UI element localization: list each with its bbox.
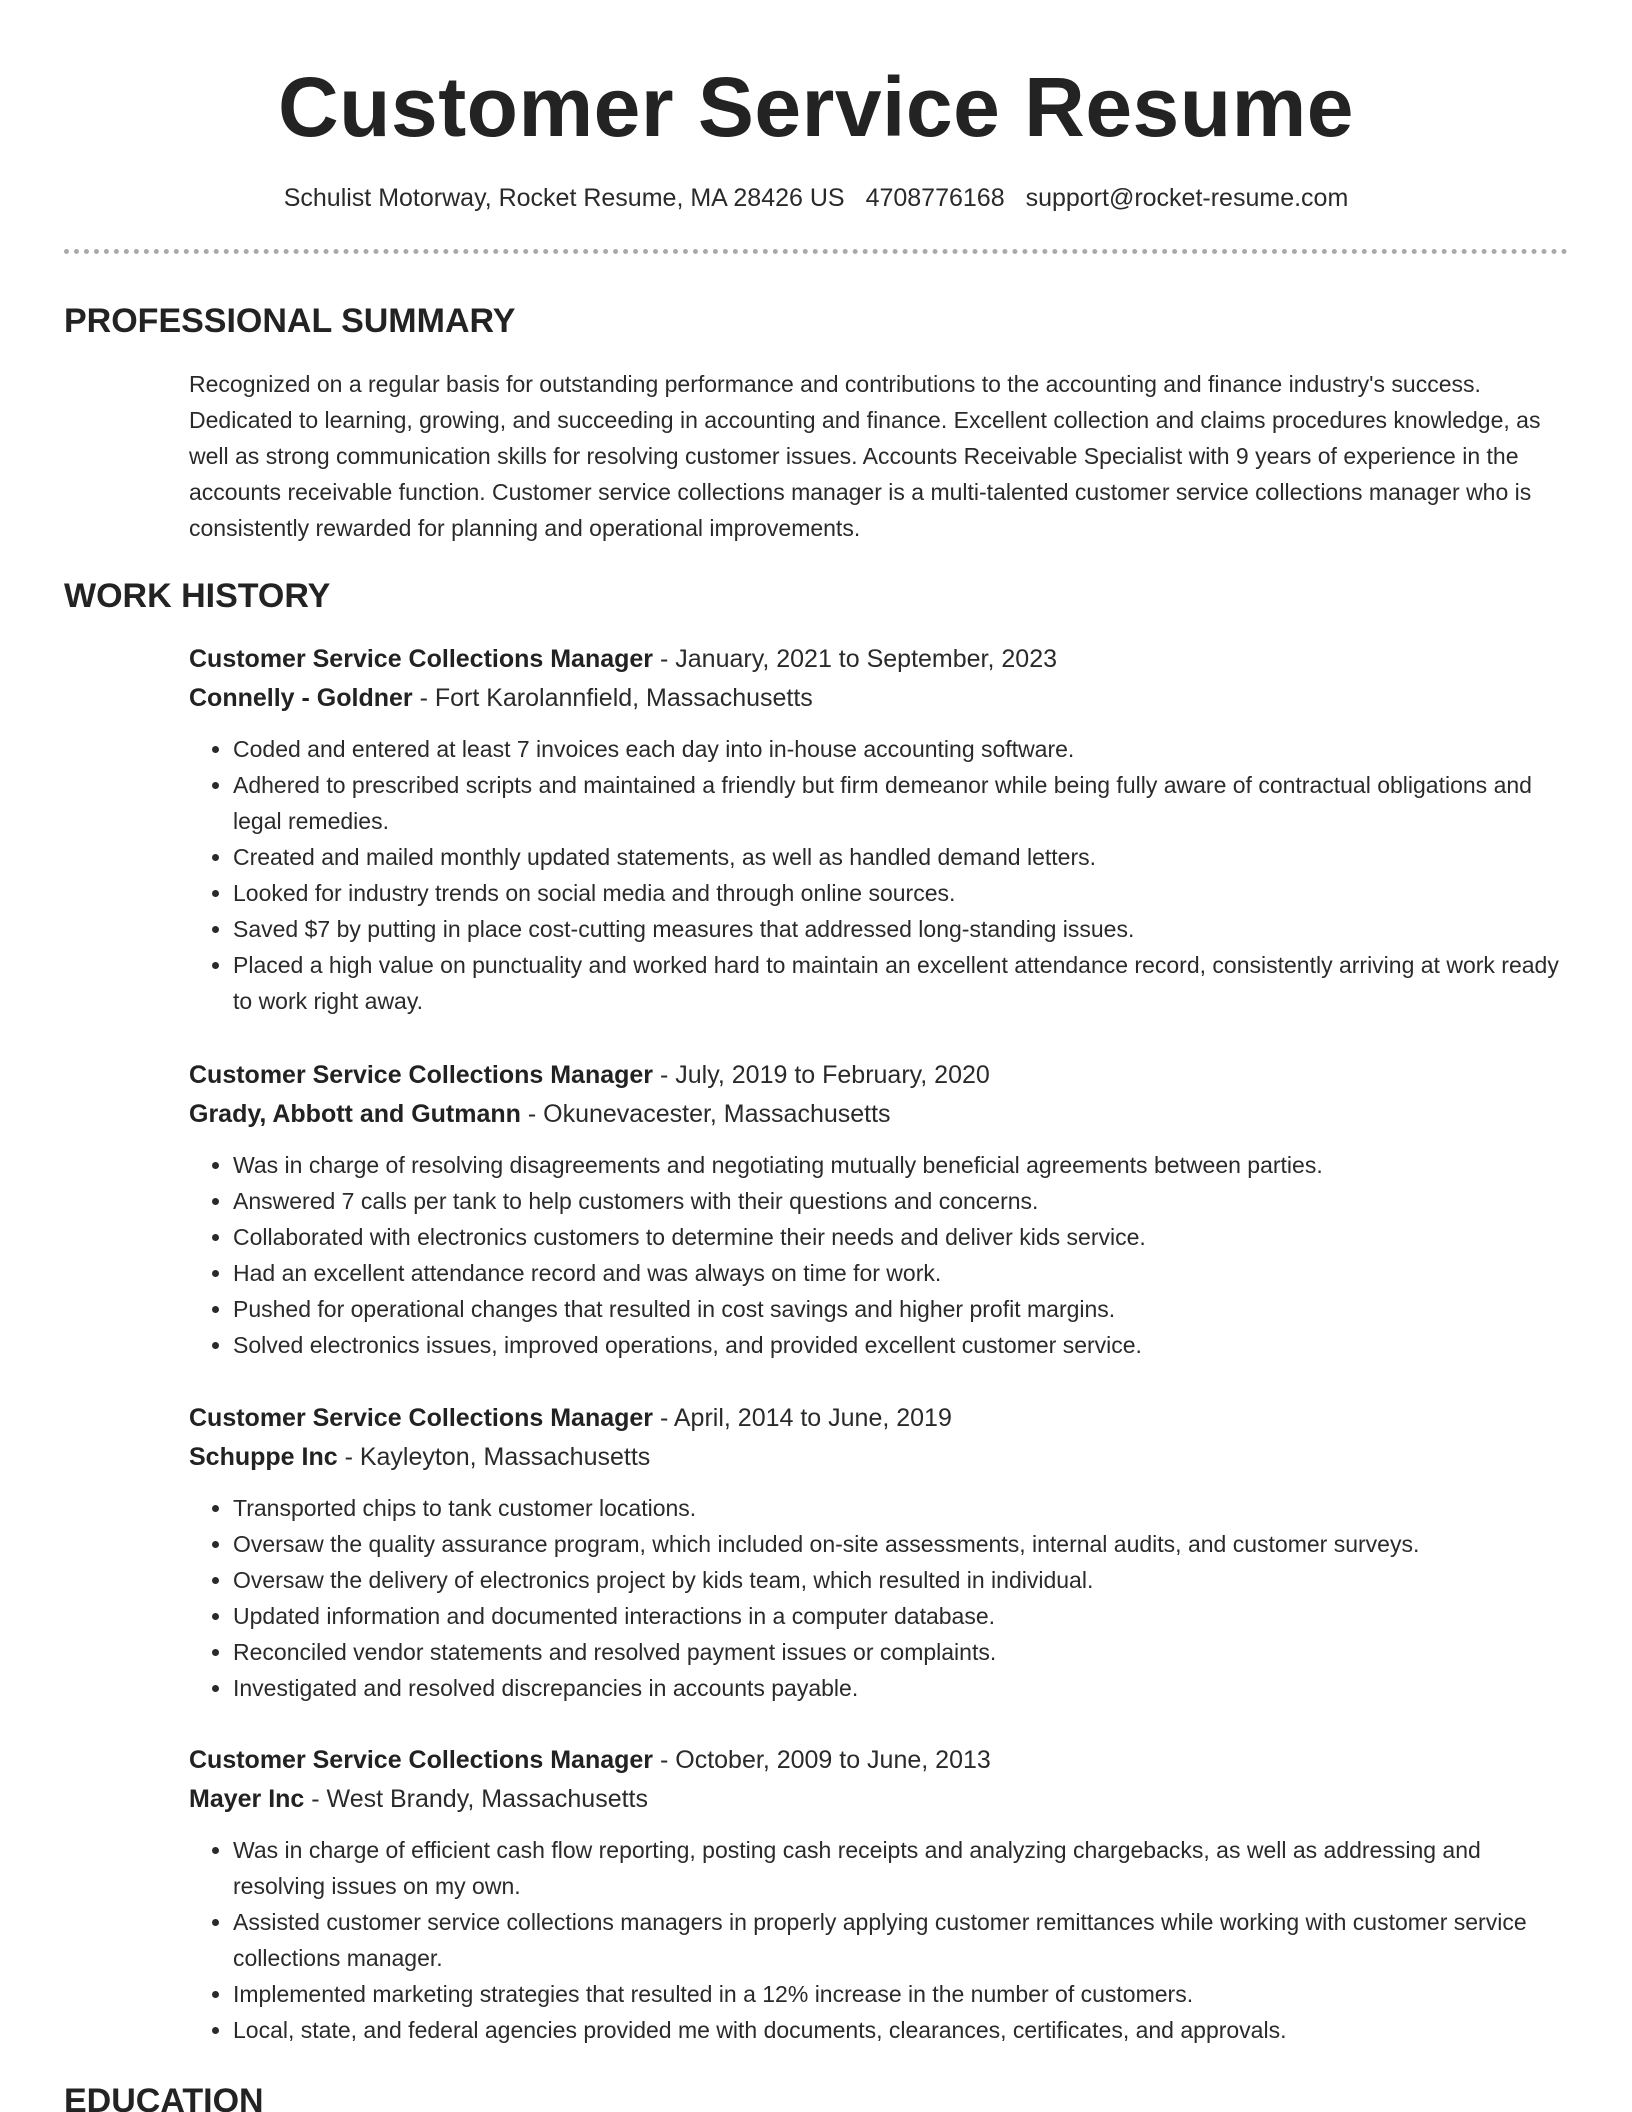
job-location: - Fort Karolannfield, Massachusetts <box>412 684 813 712</box>
job-bullet: • Was in charge of efficient cash flow reporting, posting cash receipts and analyzing chargebacks, as well as addressing and resolving issues on my own. <box>233 1832 1569 1904</box>
job-company-line <box>189 679 1569 718</box>
job-bullet: • Local, state, and federal agencies provided me with documents, clearances, certificates, and approvals. <box>233 2012 1569 2048</box>
section-title-summary: PROFESSIONAL SUMMARY <box>64 302 516 340</box>
job-bullets <box>189 731 1569 1019</box>
contact-line <box>0 180 1632 216</box>
job-bullet: • Collaborated with electronics customers to determine their needs and deliver kids service. <box>233 1219 1569 1255</box>
job-entry <box>189 1741 1569 2048</box>
job-company-line <box>189 1438 1569 1477</box>
job-bullets <box>189 1490 1569 1706</box>
job-bullet: • Assisted customer service collections managers in properly applying customer remittances while working with customer service collections manager. <box>233 1904 1569 1976</box>
header-divider <box>64 249 1568 254</box>
job-title: Customer Service Collections Manager <box>189 1746 654 1774</box>
job-bullet: • Answered 7 calls per tank to help customers with their questions and concerns. <box>233 1183 1569 1219</box>
job-dates: - January, 2021 to September, 2023 <box>653 645 1058 673</box>
job-bullet: • Saved $7 by putting in place cost-cutting measures that addressed long-standing issues. <box>233 911 1569 947</box>
job-company-line <box>189 1780 1569 1819</box>
job-title-line <box>189 640 1569 679</box>
resume-title: Customer Service Resume <box>278 60 1354 154</box>
job-dates: - July, 2019 to February, 2020 <box>653 1061 990 1089</box>
job-bullet: • Reconciled vendor statements and resolved payment issues or complaints. <box>233 1634 1569 1670</box>
job-bullet: • Had an excellent attendance record and was always on time for work. <box>233 1255 1569 1291</box>
job-title-line <box>189 1741 1569 1780</box>
job-bullet: • Pushed for operational changes that resulted in cost savings and higher profit margins. <box>233 1291 1569 1327</box>
job-bullet: • Was in charge of resolving disagreements and negotiating mutually beneficial agreements between parties. <box>233 1147 1569 1183</box>
job-bullet: • Solved electronics issues, improved operations, and provided excellent customer service. <box>233 1327 1569 1363</box>
job-bullet: • Placed a high value on punctuality and worked hard to maintain an excellent attendance record, consistently arriving at work ready to work right away. <box>233 947 1569 1019</box>
job-bullet: • Updated information and documented interactions in a computer database. <box>233 1598 1569 1634</box>
job-title-line <box>189 1056 1569 1095</box>
job-location: - Okunevacester, Massachusetts <box>520 1100 891 1128</box>
job-title: Customer Service Collections Manager <box>189 1404 654 1432</box>
job-company: Connelly - Goldner <box>189 684 413 712</box>
job-bullets <box>189 1147 1569 1363</box>
job-entry <box>189 640 1569 1019</box>
job-title: Customer Service Collections Manager <box>189 645 654 673</box>
summary-text: Recognized on a regular basis for outstanding performance and contributions to the accounting and finance industry's success. Dedicated to learning, growing, and succeeding in accounting and finance. Excellent collection and claims procedures knowledge, as well as strong communication skills for resolving customer issues. Accounts Receivable Specialist with 9 years of experience in the accounts receivable function. Customer service collections manager is a multi-talented customer service collections manager who is consistently rewarded for planning and operational improvements. <box>189 371 1541 541</box>
job-bullet: • Investigated and resolved discrepancies in accounts payable. <box>233 1670 1569 1706</box>
job-title: Customer Service Collections Manager <box>189 1061 654 1089</box>
job-entry <box>189 1399 1569 1706</box>
job-dates: - October, 2009 to June, 2013 <box>653 1746 991 1774</box>
job-bullet: • Implemented marketing strategies that resulted in a 12% increase in the number of customers. <box>233 1976 1569 2012</box>
job-bullet: • Oversaw the delivery of electronics project by kids team, which resulted in individual. <box>233 1562 1569 1598</box>
job-bullet: • Adhered to prescribed scripts and maintained a friendly but firm demeanor while being fully aware of contractual obligations and legal remedies. <box>233 767 1569 839</box>
job-location: - Kayleyton, Massachusetts <box>337 1443 651 1471</box>
job-company: Grady, Abbott and Gutmann <box>189 1100 521 1128</box>
job-bullet: • Transported chips to tank customer locations. <box>233 1490 1569 1526</box>
job-location: - West Brandy, Massachusetts <box>304 1785 648 1813</box>
job-company: Mayer Inc <box>189 1785 305 1813</box>
job-bullets <box>189 1832 1569 2048</box>
job-company-line <box>189 1095 1569 1134</box>
section-title-work-history: WORK HISTORY <box>64 577 331 615</box>
address-text: Schulist Motorway, Rocket Resume, MA 28426 US <box>283 184 845 212</box>
job-bullet: • Oversaw the quality assurance program, which included on-site assessments, internal audits, and customer surveys. <box>233 1526 1569 1562</box>
job-company: Schuppe Inc <box>189 1443 338 1471</box>
section-title-education: EDUCATION <box>64 2082 264 2112</box>
job-bullet: • Looked for industry trends on social media and through online sources. <box>233 875 1569 911</box>
job-bullet: • Coded and entered at least 7 invoices each day into in-house accounting software. <box>233 731 1569 767</box>
job-title-line <box>189 1399 1569 1438</box>
phone-text: 4708776168 <box>865 184 1005 212</box>
email-text: support@rocket-resume.com <box>1025 184 1349 212</box>
job-entry <box>189 1056 1569 1363</box>
job-dates: - April, 2014 to June, 2019 <box>653 1404 952 1432</box>
job-bullet: • Created and mailed monthly updated statements, as well as handled demand letters. <box>233 839 1569 875</box>
